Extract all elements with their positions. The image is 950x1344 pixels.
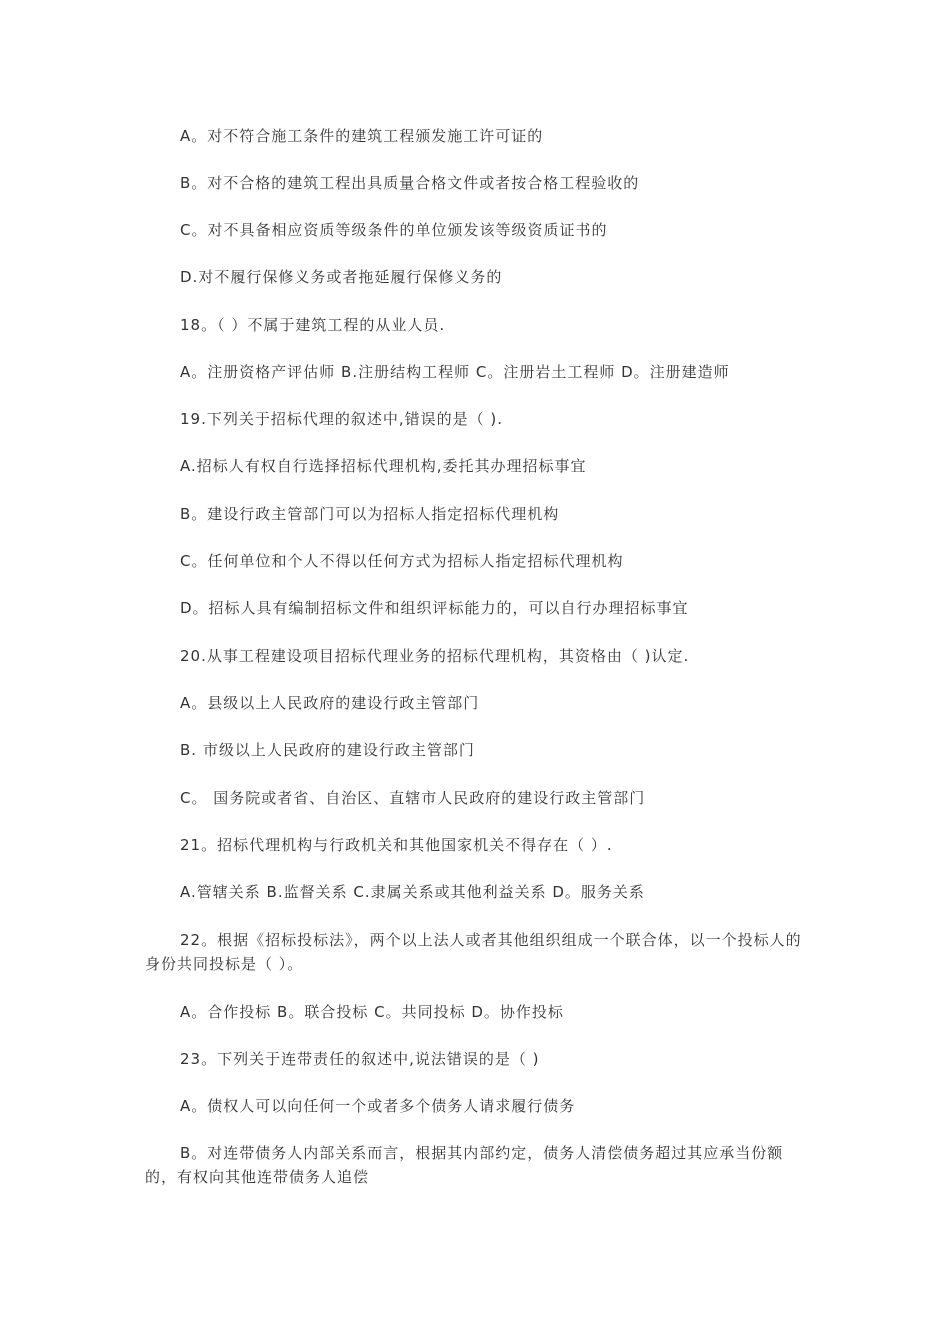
- option-19a: A.招标人有权自行选择招标代理机构,委托其办理招标事宜: [180, 457, 587, 475]
- option-23a: A。债权人可以向任何一个或者多个债务人请求履行债务: [180, 1097, 576, 1115]
- option-20a: A。县级以上人民政府的建设行政主管部门: [180, 694, 480, 712]
- option-17d: D.对不履行保修义务或者拖延履行保修义务的: [180, 268, 503, 286]
- options-18: A。注册资格产评估师 B.注册结构工程师 C。注册岩土工程师 D。注册建造师: [180, 363, 730, 381]
- option-20b: B. 市级以上人民政府的建设行政主管部门: [180, 741, 475, 759]
- option-17b: B。对不合格的建筑工程出具质量合格文件或者按合格工程验收的: [180, 174, 640, 192]
- option-19d: D。招标人具有编制招标文件和组织评标能力的，可以自行办理招标事宜: [180, 599, 689, 617]
- options-22: A。合作投标 B。联合投标 C。共同投标 D。协作投标: [180, 1003, 564, 1021]
- option-17a: A。对不符合施工条件的建筑工程颁发施工许可证的: [180, 127, 544, 145]
- option-17c: C。对不具备相应资质等级条件的单位颁发该等级资质证书的: [180, 221, 608, 239]
- question-19: 19.下列关于招标代理的叙述中,错误的是（ ).: [180, 410, 504, 428]
- question-20: 20.从事工程建设项目招标代理业务的招标代理机构，其资格由（ )认定.: [180, 647, 690, 665]
- option-23b: B。对连带债务人内部关系而言，根据其内部约定，债务人清偿债务超过其应承当份额的，有权向其他连带债务人追偿: [145, 1144, 784, 1186]
- question-21: 21。招标代理机构与行政机关和其他国家机关不得存在（ ）.: [180, 836, 613, 854]
- option-20c: C。 国务院或者省、自治区、直辖市人民政府的建设行政主管部门: [180, 789, 646, 807]
- question-18: 18。（ ）不属于建筑工程的从业人员.: [180, 316, 446, 334]
- option-19c: C。任何单位和个人不得以任何方式为招标人指定招标代理机构: [180, 552, 624, 570]
- options-21: A.管辖关系 B.监督关系 C.隶属关系或其他利益关系 D。服务关系: [180, 883, 645, 901]
- question-22: 22。根据《招标投标法》，两个以上法人或者其他组织组成一个联合体，以一个投标人的身份共同投标是（ ）。: [145, 931, 802, 973]
- question-23: 23。下列关于连带责任的叙述中,说法错误的是（ ): [180, 1050, 540, 1068]
- option-19b: B。建设行政主管部门可以为招标人指定招标代理机构: [180, 505, 560, 523]
